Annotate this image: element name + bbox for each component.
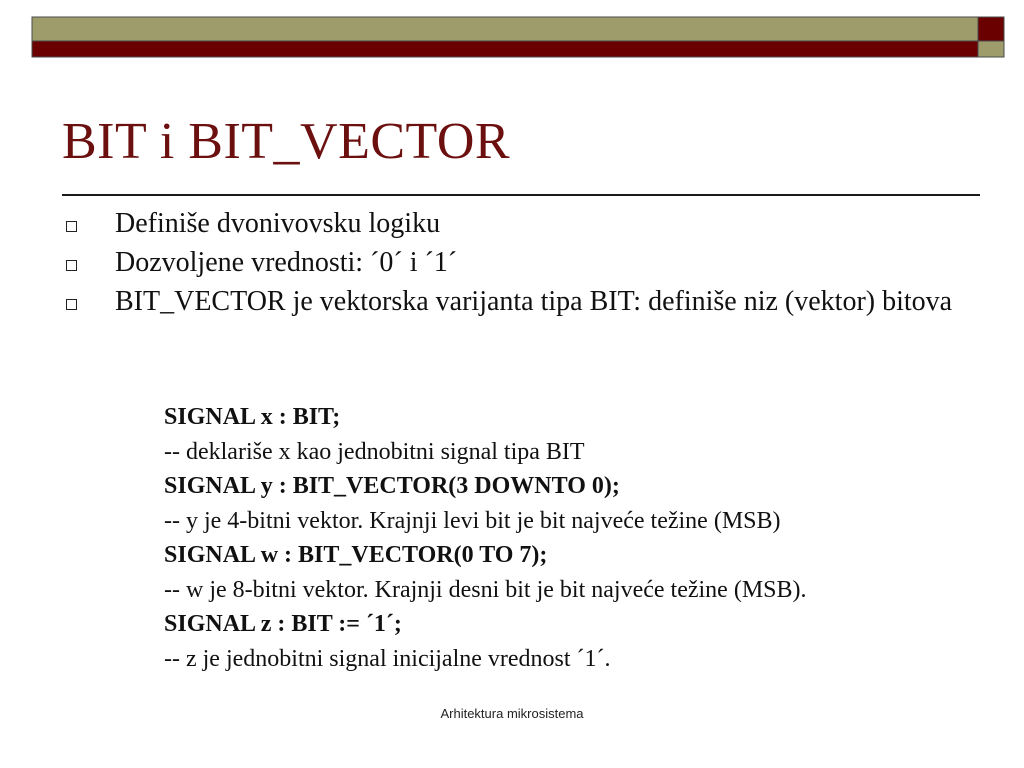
slide-title: BIT i BIT_VECTOR	[62, 113, 511, 170]
bullet-item	[62, 246, 962, 280]
header-corner-square-olive	[978, 41, 1004, 57]
square-bullet-icon	[66, 299, 77, 310]
bullet-item	[62, 285, 962, 319]
header-olive-band	[32, 17, 978, 41]
bullet-text: Dozvoljene vrednosti: ´0´ i ´1´	[115, 247, 458, 278]
code-line: SIGNAL z : BIT := ´1´;	[164, 611, 402, 637]
code-line: -- z je jednobitni signal inicijalne vrednost ´1´.	[164, 645, 611, 672]
code-line: SIGNAL x : BIT;	[164, 404, 341, 430]
square-bullet-icon	[66, 221, 77, 232]
code-line: SIGNAL w : BIT_VECTOR(0 TO 7);	[164, 542, 548, 568]
bullet-text: BIT_VECTOR je vektorska varijanta tipa BIT: definiše niz (vektor) bitova	[115, 286, 953, 317]
slide-footer: Arhitektura mikrosistema	[440, 706, 584, 721]
bullet-text: Definiše dvonivovsku logiku	[115, 208, 441, 239]
header-corner-square-maroon	[978, 17, 1004, 41]
header-decoration	[0, 0, 1024, 70]
square-bullet-icon	[66, 260, 77, 271]
code-line: SIGNAL y : BIT_VECTOR(3 DOWNTO 0);	[164, 473, 620, 499]
code-block	[164, 400, 807, 676]
header-maroon-band	[32, 41, 978, 57]
code-line: -- deklariše x kao jednobitni signal tipa BIT	[164, 438, 585, 465]
title-divider	[62, 194, 980, 196]
code-line: -- w je 8-bitni vektor. Krajnji desni bit je bit najveće težine (MSB).	[164, 576, 807, 603]
code-line: -- y je 4-bitni vektor. Krajnji levi bit je bit najveće težine (MSB)	[164, 507, 781, 534]
bullet-item	[62, 207, 962, 241]
bullet-list	[62, 207, 962, 324]
